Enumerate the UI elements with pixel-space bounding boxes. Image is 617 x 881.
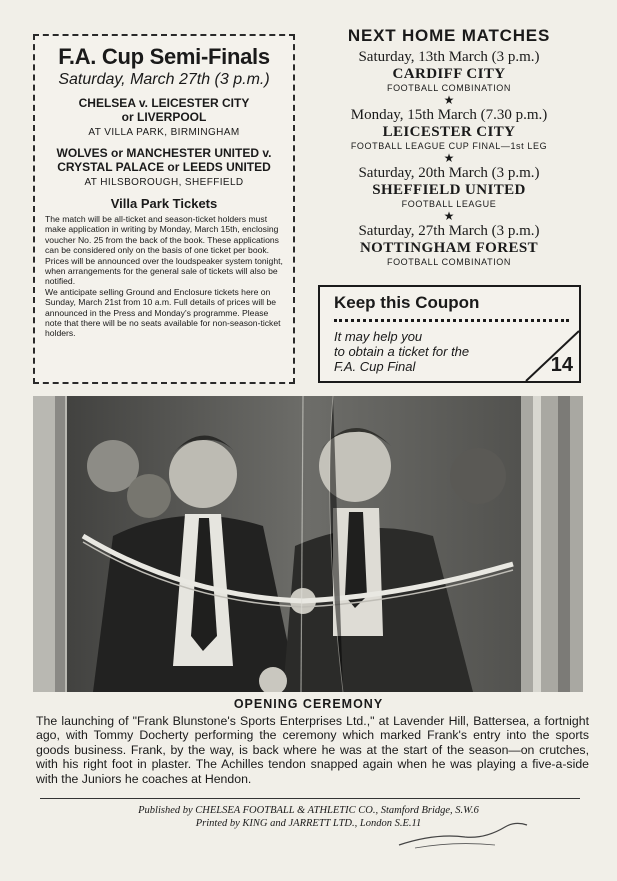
fixture-competition: FOOTBALL COMBINATION bbox=[386, 257, 511, 267]
coupon-text bbox=[334, 329, 469, 374]
match2-line2: CRYSTAL PALACE or LEEDS UNITED bbox=[57, 160, 271, 174]
opening-ceremony-photo bbox=[33, 396, 583, 692]
fixture-competition: FOOTBALL LEAGUE bbox=[401, 199, 497, 209]
fixture-team: NOTTINGHAM FOREST bbox=[359, 240, 539, 256]
fixture-date: Saturday, 27th March (3 p.m.) bbox=[358, 223, 540, 239]
tickets-heading: Villa Park Tickets bbox=[110, 196, 218, 211]
next-home-title: NEXT HOME MATCHES bbox=[347, 26, 551, 45]
next-home-matches bbox=[318, 26, 580, 268]
semi-finals-title: F.A. Cup Semi-Finals bbox=[58, 44, 270, 69]
venue2: AT HILSBOROUGH, SHEFFIELD bbox=[84, 177, 244, 188]
semi-finals-date: Saturday, March 27th (3 p.m.) bbox=[58, 71, 270, 88]
star-separator: ★ bbox=[443, 93, 455, 107]
coupon-dotted-rule bbox=[334, 319, 569, 322]
tickets-paragraph-2: We anticipate selling Ground and Enclosure tickets here on Sunday, March 21st from 10 a.m. Full details of prices will be announced in the Press and Monday's programme. Please note that there will be no seats available for non-season-ticket holders. bbox=[45, 286, 281, 339]
ticket-coupon bbox=[318, 285, 581, 383]
coupon-number: 14 bbox=[550, 354, 573, 376]
match1-line2: or LIVERPOOL bbox=[121, 110, 207, 124]
fixture-date: Saturday, 20th March (3 p.m.) bbox=[358, 165, 540, 181]
match2-line1: WOLVES or MANCHESTER UNITED v. bbox=[56, 146, 272, 160]
star-separator: ★ bbox=[443, 151, 455, 165]
coupon-line-2: to obtain a ticket for the bbox=[334, 344, 470, 359]
caption-title: OPENING CEREMONY bbox=[233, 697, 384, 711]
fixture-team: SHEFFIELD UNITED bbox=[372, 182, 526, 198]
semi-finals-box bbox=[33, 34, 295, 384]
venue1: AT VILLA PARK, BIRMINGHAM bbox=[88, 127, 240, 138]
coupon-line-3: F.A. Cup Final bbox=[334, 359, 416, 374]
fixture-team: LEICESTER CITY bbox=[382, 124, 516, 140]
fixture-competition: FOOTBALL LEAGUE CUP FINAL—1st LEG bbox=[350, 141, 548, 151]
caption-text: The launching of "Frank Blunstone's Sports Enterprises Ltd.," at Lavender Hill, Battersea, a fortnight ago, with Tommy Docherty performing the ceremony which marked Frank's entry into the sports goods business. Frank, by the way, is back where he was at the start of the season—on crutches, with his right foot in plaster. The Achilles tendon snapped again when he was playing a five-a-side with the Juniors he coaches at Hendon. bbox=[36, 714, 589, 786]
tickets-paragraph-1: The match will be all-ticket and season-ticket holders must make application in writing by Monday, March 15th, enclosing voucher No. 25 from the back of the book. These applications can be considered only on the basis of one ticket per book. Prices will be announced over the loudspeaker system tonight, when arrangements for the general sale of tickets will also be notified. bbox=[45, 214, 283, 287]
printed-by: Printed by KING and JARRETT LTD., London S.E.11 bbox=[195, 818, 422, 829]
match1-line1: CHELSEA v. LEICESTER CITY bbox=[78, 96, 250, 110]
footer-rule bbox=[40, 798, 580, 799]
photo-illustration bbox=[33, 396, 583, 692]
coupon-title: Keep this Coupon bbox=[334, 293, 480, 312]
published-by: Published by CHELSEA FOOTBALL & ATHLETIC CO., Stamford Bridge, S.W.6 bbox=[138, 805, 479, 816]
fixture-date: Saturday, 13th March (3 p.m.) bbox=[358, 49, 540, 65]
coupon-line-1: It may help you bbox=[334, 329, 423, 344]
fixture-competition: FOOTBALL COMBINATION bbox=[386, 83, 511, 93]
handwritten-mark bbox=[395, 815, 535, 851]
fixture-date: Monday, 15th March (7.30 p.m.) bbox=[350, 107, 548, 123]
star-separator: ★ bbox=[443, 209, 455, 223]
fixture-team: CARDIFF CITY bbox=[392, 66, 506, 82]
